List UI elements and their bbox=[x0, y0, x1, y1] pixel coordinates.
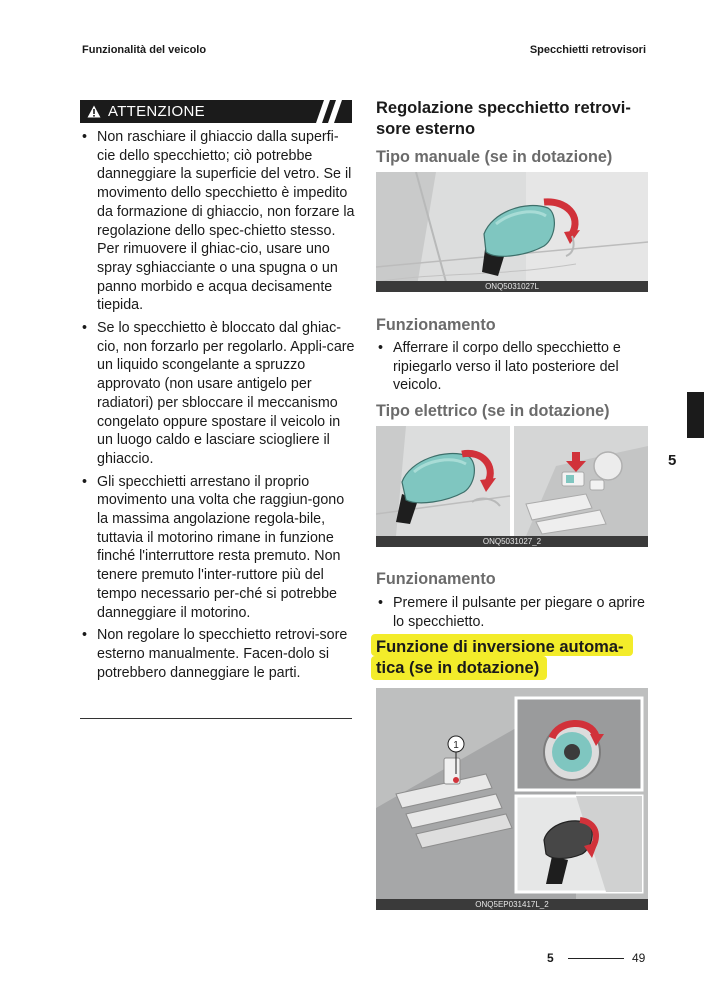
subheading-operation-2: Funzionamento bbox=[376, 570, 496, 588]
running-header-right: Specchietti retrovisori bbox=[529, 44, 646, 56]
warning-item: • Non regolare lo specchietto retrovi-sore esterno manualmente. Facen-dolo si potrebbero danneggiare le parti. bbox=[82, 627, 348, 681]
figure-caption: ONQ5031027L bbox=[376, 281, 648, 292]
figure-manual-mirror bbox=[376, 172, 648, 292]
figure-caption: ONQ5EP031417L_2 bbox=[376, 899, 648, 910]
figure-auto-reverse bbox=[376, 688, 648, 910]
subheading-operation-1: Funzionamento bbox=[376, 316, 496, 334]
operation-1-text: • Afferrare il corpo dello specchietto e ripiegarlo verso il lato posteriore del veicolo. bbox=[378, 340, 621, 394]
footer-rule bbox=[568, 958, 624, 959]
figure-caption: ONQ5031027_2 bbox=[376, 536, 648, 547]
subheading-manual-type: Tipo manuale (se in dotazione) bbox=[376, 148, 613, 166]
electric-mirror-illustration bbox=[376, 426, 648, 547]
warning-title: ATTENZIONE bbox=[108, 103, 205, 120]
warning-title-bar bbox=[80, 100, 352, 123]
warning-item: • Se lo specchietto è bloccato dal ghiac-cio, non forzarlo per regolarlo. Appli-care un liquido scongelante a spruzzo approvato (non usare antigelo per radiatori) per sbloccare il meccanismo congelato oppure spostare il veicolo in un luogo caldo e lasciare sciogliere il ghiaccio. bbox=[82, 320, 355, 467]
footer-page-number: 49 bbox=[632, 951, 646, 965]
warning-item: • Gli specchietti arrestano il proprio movimento una volta che raggiun-gono la massima angolazione regola-bile, tuttavia il motorino rimane in funzione finché l'interruttore resta premuto. Non tenere premuto l'inter-ruttore più del tempo necessario per-ché si potrebbe danneggiare il motorino. bbox=[82, 473, 345, 621]
warning-triangle-icon bbox=[87, 105, 101, 118]
section-heading-mirror-adjustment: Regolazione specchietto retrovi-sore esterno bbox=[376, 99, 631, 138]
warning-bottom-rule bbox=[80, 718, 352, 719]
figure-electric-mirror bbox=[376, 426, 648, 547]
running-header-left: Funzionalità del veicolo bbox=[82, 44, 207, 56]
footer-section-number: 5 bbox=[547, 951, 554, 965]
auto-reverse-illustration bbox=[376, 688, 648, 910]
subheading-electric-type: Tipo elettrico (se in dotazione) bbox=[376, 402, 610, 420]
chapter-tab bbox=[687, 392, 704, 438]
operation-2-text: • Premere il pulsante per piegare o aprire lo specchietto. bbox=[378, 595, 645, 630]
warning-stripes-decoration bbox=[306, 100, 346, 123]
manual-mirror-illustration bbox=[376, 172, 648, 292]
warning-item: • Non raschiare il ghiaccio dalla superfi-cie dello specchietto; ciò potrebbe danneggiare la superficie del vetro. Se il movimento dello specchietto è impedito da formazione di ghiaccio, non forzare la regolazione dello spec-chietto stesso. Per rimuovere il ghiac-cio, usare uno spray sghiacciante o una spugna o un panno morbido e acqua decisamente tiepida. bbox=[82, 129, 355, 314]
section-heading-auto-reverse: Funzione di inversione automa- tica (se in dotazione) bbox=[376, 638, 624, 677]
chapter-tab-number: 5 bbox=[668, 452, 677, 469]
warning-list bbox=[80, 128, 356, 686]
callout-number: 1 bbox=[453, 740, 459, 751]
